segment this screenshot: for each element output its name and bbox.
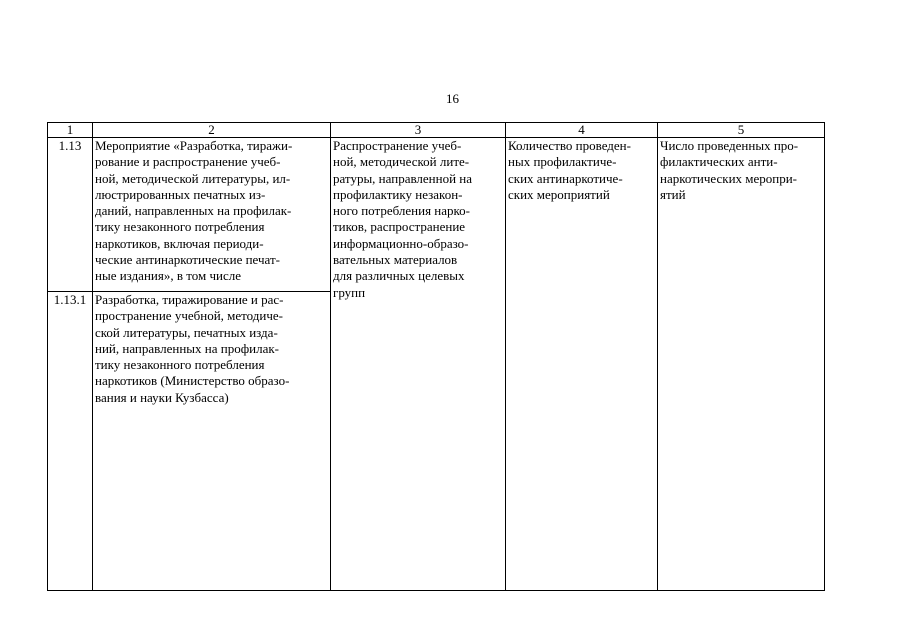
- table-row: [48, 138, 825, 292]
- text-line: наркотиков (Министерство образо-: [95, 373, 290, 389]
- text-line: ных профилактиче-: [508, 154, 617, 170]
- text-line: Разработка, тиражирование и рас-: [95, 292, 284, 307]
- header-col-1: 1: [48, 123, 93, 138]
- text-line: пространение учебной, методиче-: [95, 308, 283, 324]
- measure-description: [93, 138, 331, 292]
- text-line: профилактику незакон-: [333, 186, 463, 202]
- text-line: Число проведенных про-: [660, 138, 799, 153]
- text-line: наркотических меропри-: [660, 170, 798, 186]
- text-line: ний, направленных на профилак-: [95, 340, 279, 356]
- row-number: 1.13.1: [48, 292, 93, 591]
- text-line: для различных целевых: [333, 268, 465, 284]
- text-line: люстрированных печатных из-: [95, 186, 266, 202]
- text-line: ческие антинаркотические печат-: [95, 252, 280, 268]
- text-line: даний, направленных на профилак-: [95, 203, 292, 219]
- text-line: Мероприятие «Разработка, тиражи-: [95, 138, 293, 153]
- header-col-2: 2: [93, 123, 331, 138]
- text-line: ской литературы, печатных изда-: [95, 324, 278, 340]
- text-line: филактических анти-: [660, 154, 778, 170]
- text-line: Количество проведен-: [508, 138, 631, 153]
- text-line: ских мероприятий: [508, 186, 610, 202]
- text-line: ятий: [660, 186, 686, 202]
- text-line: вательных материалов: [333, 252, 458, 268]
- text-line: ратуры, направленной на: [333, 170, 473, 186]
- text-line: тиков, распространение: [333, 219, 466, 235]
- text-line: тику незаконного потребления: [95, 219, 265, 235]
- text-line: ные издания», в том числе: [95, 268, 241, 284]
- text-line: вания и науки Кузбасса): [95, 389, 229, 405]
- header-col-3: 3: [331, 123, 506, 138]
- text-line: ной, методической литературы, ил-: [95, 170, 291, 186]
- text-line: Распространение учеб-: [333, 138, 462, 153]
- text-line: наркотиков, включая периоди-: [95, 235, 264, 251]
- row-number: 1.13: [48, 138, 93, 292]
- indicator-calculation: [658, 138, 825, 591]
- measure-description: [93, 292, 331, 591]
- measures-table: [47, 122, 825, 591]
- text-line: ной, методической лите-: [333, 154, 470, 170]
- table-header-row: [48, 123, 825, 138]
- header-col-4: 4: [506, 123, 658, 138]
- indicator-name: [506, 138, 658, 591]
- text-line: информационно-образо-: [333, 235, 469, 251]
- text-line: групп: [333, 284, 366, 300]
- measure-content: [331, 138, 506, 591]
- text-line: тику незаконного потребления: [95, 357, 265, 373]
- text-line: ских антинаркотиче-: [508, 170, 623, 186]
- page-number: 16: [446, 91, 459, 106]
- text-line: рование и распространение учеб-: [95, 154, 281, 170]
- text-line: ного потребления нарко-: [333, 203, 471, 219]
- header-col-5: 5: [658, 123, 825, 138]
